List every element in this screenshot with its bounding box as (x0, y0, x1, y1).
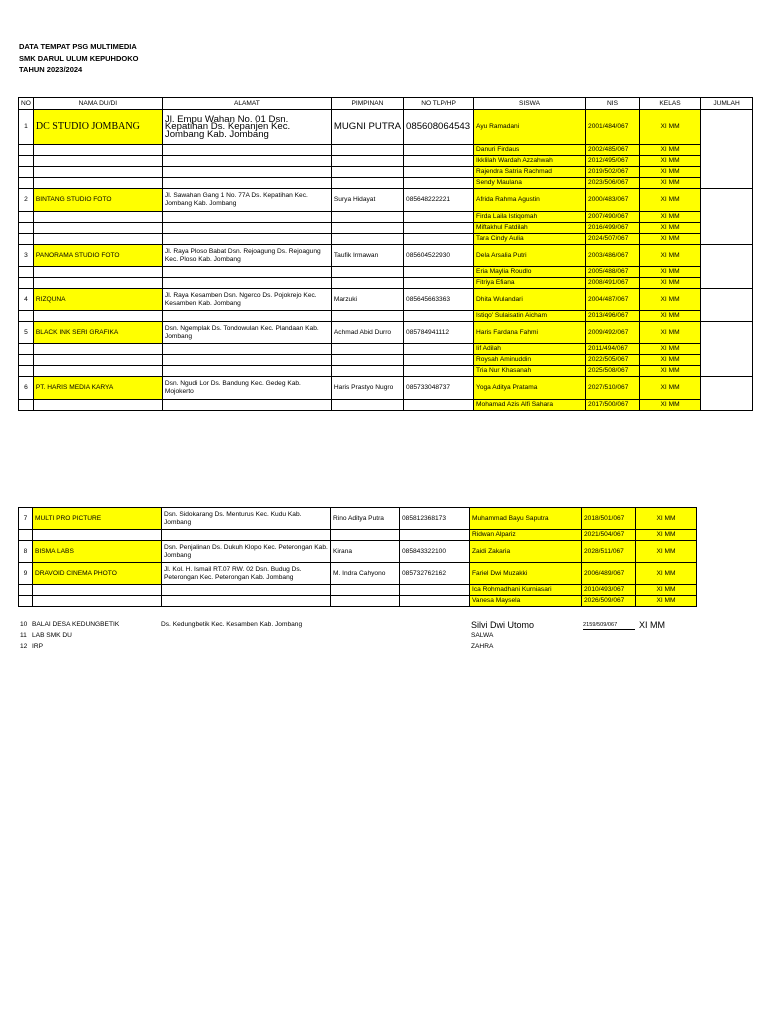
empty-cell (404, 344, 474, 355)
student-name: Dhita Wulandari (474, 289, 586, 311)
empty-cell (404, 234, 474, 245)
header-school: SMK DARUL ULUM KEPUHDOKO (19, 53, 139, 63)
empty-cell (33, 156, 162, 167)
empty-cell (331, 223, 403, 234)
empty-cell (162, 355, 331, 366)
empty-cell (33, 278, 162, 289)
student-name: Haris Fardana Fahmi (474, 322, 586, 344)
student-nis: 2019/502/067 (586, 167, 640, 178)
empty-cell (33, 223, 162, 234)
company-address: Dsn. Sidokarang Ds. Menturus Kec. Kudu Kab. Jombang (162, 508, 331, 530)
student-nis: 2008/491/067 (586, 278, 640, 289)
column-header: NO (19, 98, 34, 110)
total-cell (701, 110, 753, 189)
student-name: Silvi Dwi Utomo (471, 620, 535, 630)
student-name: Ayu Ramadani (474, 110, 586, 145)
company-name: PT. HARIS MEDIA KARYA (33, 377, 162, 400)
empty-cell (404, 167, 474, 178)
column-header: NAMA DU/DI (33, 98, 162, 110)
empty-cell (162, 267, 331, 278)
empty-cell (19, 400, 34, 411)
company-phone: 085648222221 (404, 189, 474, 212)
student-class: XI MM (640, 189, 701, 212)
company-address: Dsn. Penjalinan Ds. Dukuh Klopo Kec. Peterongan Kab. Jombang (162, 541, 331, 563)
student-class: XI MM (640, 245, 701, 267)
row-number: 3 (19, 245, 34, 267)
table-row (19, 344, 753, 355)
company-phone: 085608064543 (404, 110, 474, 145)
company-address: Jl. Empu Wahan No. 01 Dsn. Kepatihan Ds. Kepanjen Kec. Jombang Kab. Jombang (162, 110, 331, 145)
student-class: XI MM (640, 110, 701, 145)
table-row (19, 245, 753, 267)
student-class: XI MM (640, 234, 701, 245)
student-name: Zaidi Zakaria (470, 541, 582, 563)
student-name: Tara Cindy Aulia (474, 234, 586, 245)
student-class: XI MM (636, 585, 697, 596)
student-class: XI MM (639, 620, 665, 630)
company-name: RIZQUNA (33, 289, 162, 311)
placement-table (18, 97, 753, 411)
student-class: XI MM (640, 366, 701, 377)
table-row (19, 289, 753, 311)
student-name: Yoga Aditya Pratama (474, 377, 586, 400)
empty-cell (162, 167, 331, 178)
student-name: Fitriya Efiana (474, 278, 586, 289)
empty-cell (33, 366, 162, 377)
empty-cell (19, 530, 33, 541)
table-row (19, 563, 697, 585)
empty-cell (19, 178, 34, 189)
student-name: Rajendra Satria Rachmad (474, 167, 586, 178)
company-leader: Achmad Abid Durro (331, 322, 403, 344)
company-name: LAB SMK DU (32, 632, 72, 639)
empty-cell (19, 267, 34, 278)
company-name: MULTI PRO PICTURE (33, 508, 162, 530)
student-class: XI MM (640, 377, 701, 400)
student-name: Fariel Dwi Muzakki (470, 563, 582, 585)
column-header: ALAMAT (162, 98, 331, 110)
student-nis: 2012/495/067 (586, 156, 640, 167)
empty-cell (404, 355, 474, 366)
table-row (19, 530, 697, 541)
student-nis: 2024/507/067 (586, 234, 640, 245)
empty-cell (331, 234, 403, 245)
student-nis: 2009/492/067 (586, 322, 640, 344)
student-name: Firda Laila Istiqomah (474, 212, 586, 223)
empty-cell (404, 156, 474, 167)
student-name: Sendy Maulana (474, 178, 586, 189)
empty-cell (331, 344, 403, 355)
table-row (19, 366, 753, 377)
student-class: XI MM (636, 563, 697, 585)
empty-cell (331, 530, 400, 541)
column-header: KELAS (640, 98, 701, 110)
empty-cell (162, 311, 331, 322)
empty-cell (331, 167, 403, 178)
company-leader: Kirana (331, 541, 400, 563)
student-name: SALWA (471, 632, 494, 639)
empty-cell (331, 267, 403, 278)
column-header: SISWA (474, 98, 586, 110)
table-row (19, 278, 753, 289)
empty-cell (33, 355, 162, 366)
table-row (19, 178, 753, 189)
company-phone: 085604522930 (404, 245, 474, 267)
total-cell (701, 245, 753, 289)
company-name: BALAI DESA KEDUNGBETIK (32, 621, 120, 628)
student-nis: 2007/490/067 (586, 212, 640, 223)
placement-table-continued (18, 507, 697, 607)
empty-cell (33, 596, 162, 607)
table-row (19, 167, 753, 178)
student-nis: 2003/486/067 (586, 245, 640, 267)
empty-cell (162, 234, 331, 245)
empty-cell (162, 400, 331, 411)
table-row (19, 234, 753, 245)
header-year: TAHUN 2023/2024 (19, 65, 83, 74)
header-title: DATA TEMPAT PSG MULTIMEDIA (19, 42, 137, 51)
total-cell (701, 322, 753, 377)
company-phone: 085812368173 (400, 508, 470, 530)
student-name: Ikklilah Wardah Azzahwah (474, 156, 586, 167)
table-row (19, 212, 753, 223)
empty-cell (404, 267, 474, 278)
empty-cell (162, 212, 331, 223)
student-name: Iif Adilah (474, 344, 586, 355)
row-number: 2 (19, 189, 34, 212)
student-class: XI MM (640, 344, 701, 355)
student-class: XI MM (636, 508, 697, 530)
student-class: XI MM (640, 289, 701, 311)
student-class: XI MM (636, 596, 697, 607)
empty-cell (33, 234, 162, 245)
empty-cell (19, 278, 34, 289)
row-number: 7 (19, 508, 33, 530)
student-nis: 2023/506/067 (586, 178, 640, 189)
row-number: 10 (20, 621, 28, 628)
student-class: XI MM (640, 322, 701, 344)
empty-cell (404, 145, 474, 156)
company-phone: 085784941112 (404, 322, 474, 344)
empty-cell (331, 355, 403, 366)
empty-cell (19, 596, 33, 607)
company-address: Jl. Kol. H. Ismail RT.07 RW. 02 Dsn. Budug Ds. Peterongan Kec. Peterongan Kab. Jombang (162, 563, 331, 585)
empty-cell (404, 311, 474, 322)
empty-cell (33, 212, 162, 223)
student-class: XI MM (640, 223, 701, 234)
student-class: XI MM (640, 178, 701, 189)
empty-cell (33, 530, 162, 541)
empty-cell (33, 145, 162, 156)
empty-cell (162, 156, 331, 167)
student-nis: 2027/510/067 (586, 377, 640, 400)
student-class: XI MM (640, 311, 701, 322)
company-leader: M. Indra Cahyono (331, 563, 400, 585)
empty-cell (19, 234, 34, 245)
empty-cell (162, 585, 331, 596)
empty-cell (400, 596, 470, 607)
student-name: Vanesa Maysela (470, 596, 582, 607)
empty-cell (331, 212, 403, 223)
student-name: Miftakhul Fatdilah (474, 223, 586, 234)
company-name: DRAVOID CINEMA PHOTO (33, 563, 162, 585)
empty-cell (162, 223, 331, 234)
student-nis: 2011/494/067 (586, 344, 640, 355)
student-name: Ridwan Alpariz (470, 530, 582, 541)
table-row (19, 189, 753, 212)
column-header: PIMPINAN (331, 98, 403, 110)
student-class: XI MM (640, 167, 701, 178)
table-row (19, 377, 753, 400)
empty-cell (33, 167, 162, 178)
empty-cell (19, 355, 34, 366)
total-cell (701, 377, 753, 411)
empty-cell (400, 585, 470, 596)
empty-cell (162, 366, 331, 377)
student-class: XI MM (640, 145, 701, 156)
company-leader: Haris Prastyo Nugro (331, 377, 403, 400)
student-name: Roysah Aminuddin (474, 355, 586, 366)
empty-cell (404, 400, 474, 411)
table-row (19, 156, 753, 167)
company-leader: Taufik Irmawan (331, 245, 403, 267)
empty-cell (19, 585, 33, 596)
table-row (19, 223, 753, 234)
company-name: BINTANG STUDIO FOTO (33, 189, 162, 212)
company-address: Jl. Raya Kesamben Dsn. Ngerco Ds. Pojokrejo Kec. Kesamben Kab. Jombang (162, 289, 331, 311)
empty-cell (404, 223, 474, 234)
table-row (19, 145, 753, 156)
row-number: 11 (20, 632, 27, 639)
document-header (19, 41, 138, 76)
company-phone: 085843322100 (400, 541, 470, 563)
company-leader: Marzuki (331, 289, 403, 311)
empty-cell (33, 344, 162, 355)
empty-cell (33, 585, 162, 596)
company-name: BISMA LABS (33, 541, 162, 563)
company-address: Dsn. Ngemplak Ds. Tondowulan Kec. Plandaan Kab. Jombang (162, 322, 331, 344)
empty-cell (19, 311, 34, 322)
student-nis: 2006/489/067 (582, 563, 636, 585)
student-name: Ica Rohmadhani Kurniasari (470, 585, 582, 596)
student-nis: 2022/505/067 (586, 355, 640, 366)
company-address: Ds. Kedungbetik Kec. Kesamben Kab. Jombang (161, 621, 303, 628)
student-name: ZAHRA (471, 643, 494, 650)
table-row (19, 541, 697, 563)
student-nis: 2002/485/067 (586, 145, 640, 156)
empty-cell (19, 156, 34, 167)
column-header: NIS (586, 98, 640, 110)
empty-cell (404, 366, 474, 377)
company-leader: MUGNI PUTRA (331, 110, 403, 145)
unbordered-rows (0, 621, 768, 661)
company-name: DC STUDIO JOMBANG (33, 110, 162, 145)
company-address: Jl. Sawahan Gang 1 No. 77A Ds. Kepatihan Kec. Jombang Kab. Jombang (162, 189, 331, 212)
empty-cell (404, 212, 474, 223)
table-row (19, 585, 697, 596)
student-class: XI MM (636, 541, 697, 563)
empty-cell (331, 596, 400, 607)
empty-cell (162, 178, 331, 189)
student-name: Muhammad Bayu Saputra (470, 508, 582, 530)
table-row (19, 110, 753, 145)
student-nis: 2013/496/067 (586, 311, 640, 322)
company-phone: 085733048737 (404, 377, 474, 400)
empty-cell (331, 311, 403, 322)
company-name: PANORAMA STUDIO FOTO (33, 245, 162, 267)
student-nis: 2001/484/067 (586, 110, 640, 145)
empty-cell (33, 267, 162, 278)
total-cell (701, 189, 753, 245)
empty-cell (19, 167, 34, 178)
total-cell (701, 289, 753, 322)
empty-cell (162, 344, 331, 355)
student-nis: 2021/504/067 (582, 530, 636, 541)
table-row (19, 400, 753, 411)
student-name: Dela Arsalia Putri (474, 245, 586, 267)
empty-cell (19, 344, 34, 355)
student-class: XI MM (640, 400, 701, 411)
empty-cell (331, 366, 403, 377)
student-nis: 2004/487/067 (586, 289, 640, 311)
student-class: XI MM (640, 278, 701, 289)
table-row (19, 596, 697, 607)
student-name: Tria Nur Khasanah (474, 366, 586, 377)
row-number: 9 (19, 563, 33, 585)
row-number: 1 (19, 110, 34, 145)
empty-cell (19, 223, 34, 234)
student-nis: 2005/488/067 (586, 267, 640, 278)
table-row (19, 311, 753, 322)
row-number: 12 (20, 643, 28, 650)
empty-cell (33, 400, 162, 411)
student-class: XI MM (636, 530, 697, 541)
company-address: Dsn. Ngudi Lor Ds. Bandung Kec. Gedeg Kab. Mojokerto (162, 377, 331, 400)
student-class: XI MM (640, 355, 701, 366)
empty-cell (162, 596, 331, 607)
student-nis: 2018/501/067 (582, 508, 636, 530)
table-header-row (19, 98, 753, 110)
student-class: XI MM (640, 267, 701, 278)
student-name: Eria Maylia Roudlo (474, 267, 586, 278)
empty-cell (331, 400, 403, 411)
empty-cell (404, 178, 474, 189)
row-number: 6 (19, 377, 34, 400)
column-header: NO TLP/HP (404, 98, 474, 110)
table-row (19, 355, 753, 366)
student-nis: 2025/508/067 (586, 366, 640, 377)
student-class: XI MM (640, 212, 701, 223)
student-nis: 2159/509/067 (583, 621, 635, 630)
company-phone: 085732762162 (400, 563, 470, 585)
company-leader: Rino Aditya Putra (331, 508, 400, 530)
student-nis: 2010/493/067 (582, 585, 636, 596)
table-row (19, 322, 753, 344)
table-row (19, 267, 753, 278)
column-header: JUMLAH (701, 98, 753, 110)
empty-cell (400, 530, 470, 541)
company-address: Jl. Raya Ploso Babat Dsn. Rejoagung Ds. Rejoagung Kec. Ploso Kab. Jombang (162, 245, 331, 267)
student-name: Danuri Firdaus (474, 145, 586, 156)
empty-cell (331, 585, 400, 596)
student-nis: 2026/509/067 (582, 596, 636, 607)
student-nis: 2017/500/067 (586, 400, 640, 411)
company-name: IRP (32, 643, 43, 650)
student-class: XI MM (640, 156, 701, 167)
empty-cell (19, 145, 34, 156)
empty-cell (331, 178, 403, 189)
empty-cell (162, 530, 331, 541)
empty-cell (331, 278, 403, 289)
student-nis: 2016/499/067 (586, 223, 640, 234)
row-number: 4 (19, 289, 34, 311)
student-name: Mohamad Azis Alfi Sahara (474, 400, 586, 411)
empty-cell (162, 145, 331, 156)
student-name: Afrida Rahma Agustin (474, 189, 586, 212)
company-leader: Surya Hidayat (331, 189, 403, 212)
student-nis: 2028/511/067 (582, 541, 636, 563)
empty-cell (19, 212, 34, 223)
company-phone: 085645663363 (404, 289, 474, 311)
empty-cell (19, 366, 34, 377)
empty-cell (33, 311, 162, 322)
empty-cell (331, 156, 403, 167)
row-number: 8 (19, 541, 33, 563)
student-name: Istiqo' Sulaisatin Aicham (474, 311, 586, 322)
empty-cell (404, 278, 474, 289)
student-nis: 2000/483/067 (586, 189, 640, 212)
row-number: 5 (19, 322, 34, 344)
empty-cell (33, 178, 162, 189)
empty-cell (162, 278, 331, 289)
empty-cell (331, 145, 403, 156)
table-row (19, 508, 697, 530)
company-name: BLACK INK SERI GRAFIKA (33, 322, 162, 344)
